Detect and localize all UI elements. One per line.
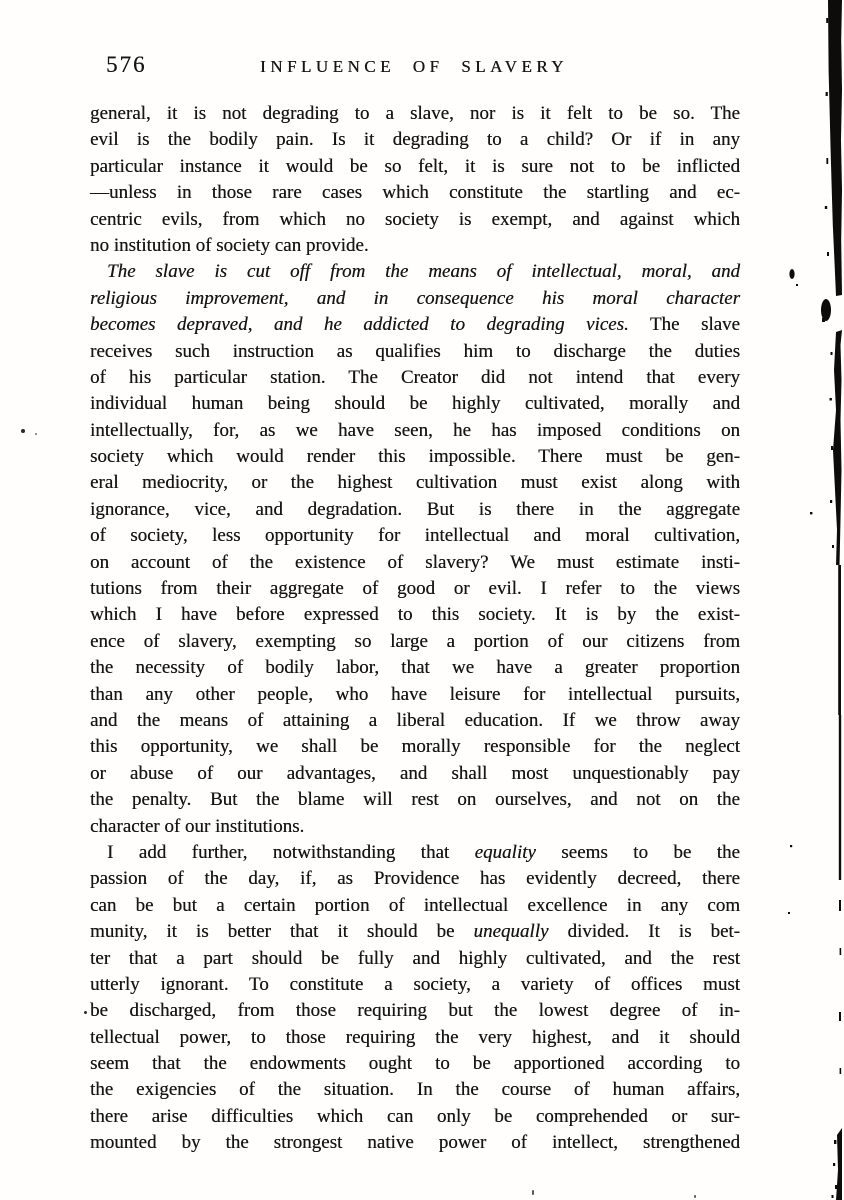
text-line (90, 1130, 740, 1156)
text-line (90, 761, 740, 787)
italic-text-segment: equality (474, 841, 536, 863)
text-segment: ignorance, vice, and degradation. But is there in the aggregate (90, 498, 740, 520)
text-line (90, 207, 740, 233)
text-segment: character of our institutions. (90, 815, 305, 837)
text-block (90, 101, 740, 1157)
text-line (90, 365, 740, 391)
paragraph (90, 840, 740, 1157)
text-segment: ter that a part should be fully and highly cultivated, and the rest (90, 947, 740, 969)
text-line (90, 259, 740, 285)
text-line (90, 523, 740, 549)
scan-speck (532, 1190, 534, 1195)
text-line (90, 233, 740, 259)
text-segment: on account of the existence of slavery? We must estimate insti- (90, 551, 740, 573)
text-line (90, 972, 740, 998)
text-segment: evil is the bodily pain. Is it degrading to a child? Or if in any (90, 129, 740, 151)
text-segment: of his particular station. The Creator did not intend that every (90, 366, 740, 388)
text-line (90, 655, 740, 681)
text-line (90, 1077, 740, 1103)
scan-speck (84, 1011, 87, 1014)
text-segment: —unless in those rare cases which constitute the startling and ec- (90, 182, 740, 204)
text-segment: the penalty. But the blame will rest on ourselves, and not on the (90, 789, 740, 811)
text-segment: this opportunity, we shall be morally responsible for the neglect (90, 736, 740, 758)
text-segment: particular instance it would be so felt, it is sure not to be inflicted (90, 155, 740, 177)
text-segment: can be but a certain portion of intellectual excellence in any com (90, 894, 740, 916)
text-line (90, 1025, 740, 1051)
text-segment: seems to be the (535, 841, 740, 863)
text-line (90, 1104, 740, 1130)
running-header: INFLUENCE OF SLAVERY (260, 57, 568, 76)
text-segment: which I have before expressed to this society. It is by the exist- (90, 604, 740, 626)
text-line (90, 814, 740, 840)
italic-text-segment: becomes depraved, and he addicted to degrading vices. (90, 314, 629, 336)
page-number: 576 (106, 52, 147, 77)
text-line (90, 1051, 740, 1077)
text-segment: mounted by the strongest native power of intellect, strengthened (90, 1132, 740, 1154)
scan-speck (35, 433, 37, 435)
scan-binding-artifact (780, 0, 844, 1200)
text-line (90, 391, 740, 417)
text-line (90, 286, 740, 312)
italic-text-segment: unequally (473, 921, 549, 943)
text-segment: centric evils, from which no society is exempt, and against which (90, 208, 740, 230)
text-line (90, 180, 740, 206)
text-segment: or abuse of our advantages, and shall most unquestionably pay (90, 762, 740, 784)
text-segment: and the means of attaining a liberal education. If we throw away (90, 709, 740, 731)
scan-speck (694, 1195, 696, 1198)
text-line (90, 154, 740, 180)
text-line (90, 787, 740, 813)
text-line (90, 312, 740, 338)
text-segment: there arise difficulties which can only be comprehended or sur- (90, 1105, 740, 1127)
text-line (90, 919, 740, 945)
text-line (90, 470, 740, 496)
text-segment: utterly ignorant. To constitute a society, a variety of offices must (90, 973, 740, 995)
scan-speck (21, 429, 25, 433)
text-segment: no institution of society can provide. (90, 234, 369, 256)
text-line (90, 708, 740, 734)
text-segment: ence of slavery, exempting so large a portion of our citizens from (90, 630, 740, 652)
text-line (90, 866, 740, 892)
text-segment: society which would render this impossible. There must be gen- (90, 446, 740, 468)
text-line (90, 602, 740, 628)
text-line (90, 550, 740, 576)
text-segment: of society, less opportunity for intellectual and moral cultivation, (90, 525, 740, 547)
text-line (90, 418, 740, 444)
italic-text-segment: The slave is cut off from the means of intellectual, moral, and (107, 261, 740, 283)
text-segment: The slave (628, 314, 740, 336)
text-line (90, 682, 740, 708)
text-line (90, 576, 740, 602)
text-segment: passion of the day, if, as Providence has evidently decreed, there (90, 868, 740, 890)
paragraph (90, 259, 740, 840)
paragraph (90, 101, 740, 259)
text-line (90, 893, 740, 919)
text-segment: the necessity of bodily labor, that we have a greater proportion (90, 657, 740, 679)
text-segment: individual human being should be highly cultivated, morally and (90, 393, 740, 415)
text-line (90, 339, 740, 365)
italic-text-segment: religious improvement, and in consequence his moral character (90, 287, 740, 309)
text-line (90, 127, 740, 153)
text-segment: tutions from their aggregate of good or evil. I refer to the views (90, 578, 740, 600)
text-segment: intellectually, for, as we have seen, he has imposed conditions on (90, 419, 740, 441)
text-segment: munity, it is better that it should be (90, 921, 474, 943)
text-line (90, 734, 740, 760)
text-line (90, 840, 740, 866)
text-segment: than any other people, who have leisure for intellectual pursuits, (90, 683, 740, 705)
text-segment: be discharged, from those requiring but the lowest degree of in- (90, 1000, 740, 1022)
text-segment: general, it is not degrading to a slave, nor is it felt to be so. The (90, 103, 740, 124)
text-segment: receives such instruction as qualifies him to discharge the duties (90, 340, 740, 362)
text-line (90, 497, 740, 523)
text-segment: I add further, notwithstanding that (107, 841, 475, 863)
text-line (90, 444, 740, 470)
text-line (90, 101, 740, 127)
text-segment: seem that the endowments ought to be apportioned according to (90, 1053, 740, 1075)
text-line (90, 629, 740, 655)
text-segment: tellectual power, to those requiring the very highest, and it should (90, 1026, 740, 1048)
text-line (90, 998, 740, 1024)
text-segment: eral mediocrity, or the highest cultivation must exist along with (90, 472, 740, 494)
text-segment: divided. It is bet- (548, 921, 740, 943)
text-segment: the exigencies of the situation. In the course of human affairs, (90, 1079, 740, 1101)
text-line (90, 946, 740, 972)
